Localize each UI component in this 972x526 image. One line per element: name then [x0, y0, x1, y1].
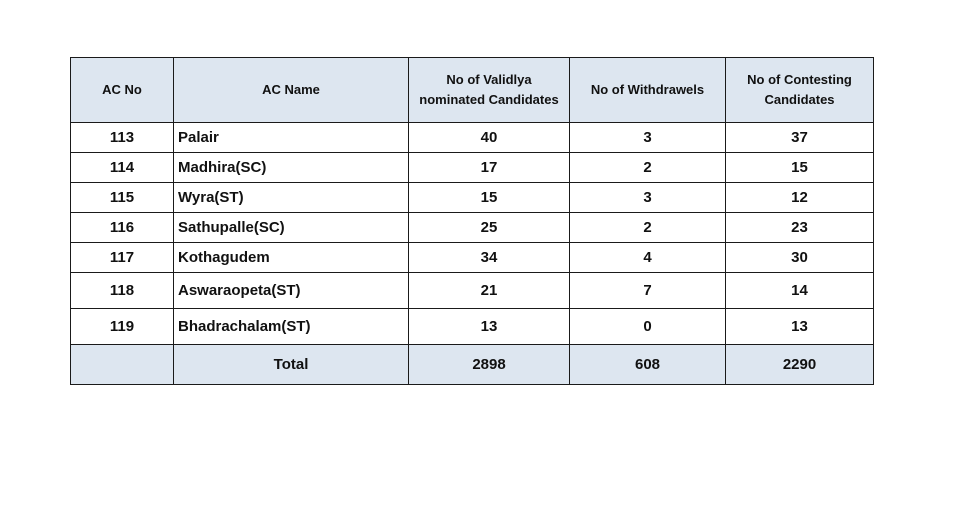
cell-contesting: 12	[726, 183, 874, 213]
table-row	[71, 213, 874, 243]
cell-ac-no: 115	[71, 183, 174, 213]
cell-withdrawn: 4	[570, 243, 726, 273]
cell-ac-name: Palair	[174, 123, 409, 153]
cell-valid: 17	[409, 153, 570, 183]
cell-valid: 13	[409, 309, 570, 345]
candidates-table	[70, 57, 874, 385]
table-row	[71, 153, 874, 183]
header-valid-nominations	[409, 58, 570, 123]
cell-contesting: 14	[726, 273, 874, 309]
total-row	[71, 345, 874, 385]
cell-ac-name: Kothagudem	[174, 243, 409, 273]
cell-ac-name: Bhadrachalam(ST)	[174, 309, 409, 345]
total-withdrawn: 608	[570, 345, 726, 385]
cell-valid: 21	[409, 273, 570, 309]
header-withdrawels: No of Withdrawels	[570, 58, 726, 123]
cell-contesting: 37	[726, 123, 874, 153]
table-row	[71, 123, 874, 153]
table-row	[71, 243, 874, 273]
table-row	[71, 183, 874, 213]
total-valid: 2898	[409, 345, 570, 385]
cell-contesting: 30	[726, 243, 874, 273]
table-header-row	[71, 58, 874, 123]
cell-valid: 25	[409, 213, 570, 243]
cell-contesting: 23	[726, 213, 874, 243]
cell-contesting: 15	[726, 153, 874, 183]
header-valid-line2: nominated Candidates	[419, 92, 559, 107]
cell-withdrawn: 7	[570, 273, 726, 309]
cell-withdrawn: 0	[570, 309, 726, 345]
cell-ac-name: Aswaraopeta(ST)	[174, 273, 409, 309]
cell-ac-name: Wyra(ST)	[174, 183, 409, 213]
cell-ac-no: 116	[71, 213, 174, 243]
cell-contesting: 13	[726, 309, 874, 345]
header-ac-name: AC Name	[174, 58, 409, 123]
cell-withdrawn: 2	[570, 153, 726, 183]
header-contesting-line2: Candidates	[764, 92, 835, 107]
table-row	[71, 309, 874, 345]
cell-ac-name: Sathupalle(SC)	[174, 213, 409, 243]
cell-ac-no: 114	[71, 153, 174, 183]
cell-ac-no: 117	[71, 243, 174, 273]
cell-valid: 15	[409, 183, 570, 213]
cell-valid: 34	[409, 243, 570, 273]
total-label: Total	[174, 345, 409, 385]
header-ac-no: AC No	[71, 58, 174, 123]
cell-withdrawn: 2	[570, 213, 726, 243]
total-empty-cell	[71, 345, 174, 385]
cell-withdrawn: 3	[570, 183, 726, 213]
total-contesting: 2290	[726, 345, 874, 385]
table-row	[71, 273, 874, 309]
cell-ac-no: 119	[71, 309, 174, 345]
cell-withdrawn: 3	[570, 123, 726, 153]
header-valid-line1: No of Validlya	[446, 72, 532, 87]
header-contesting	[726, 58, 874, 123]
cell-ac-name: Madhira(SC)	[174, 153, 409, 183]
cell-valid: 40	[409, 123, 570, 153]
candidates-table-container	[70, 57, 874, 385]
cell-ac-no: 113	[71, 123, 174, 153]
cell-ac-no: 118	[71, 273, 174, 309]
header-contesting-line1: No of Contesting	[747, 72, 852, 87]
